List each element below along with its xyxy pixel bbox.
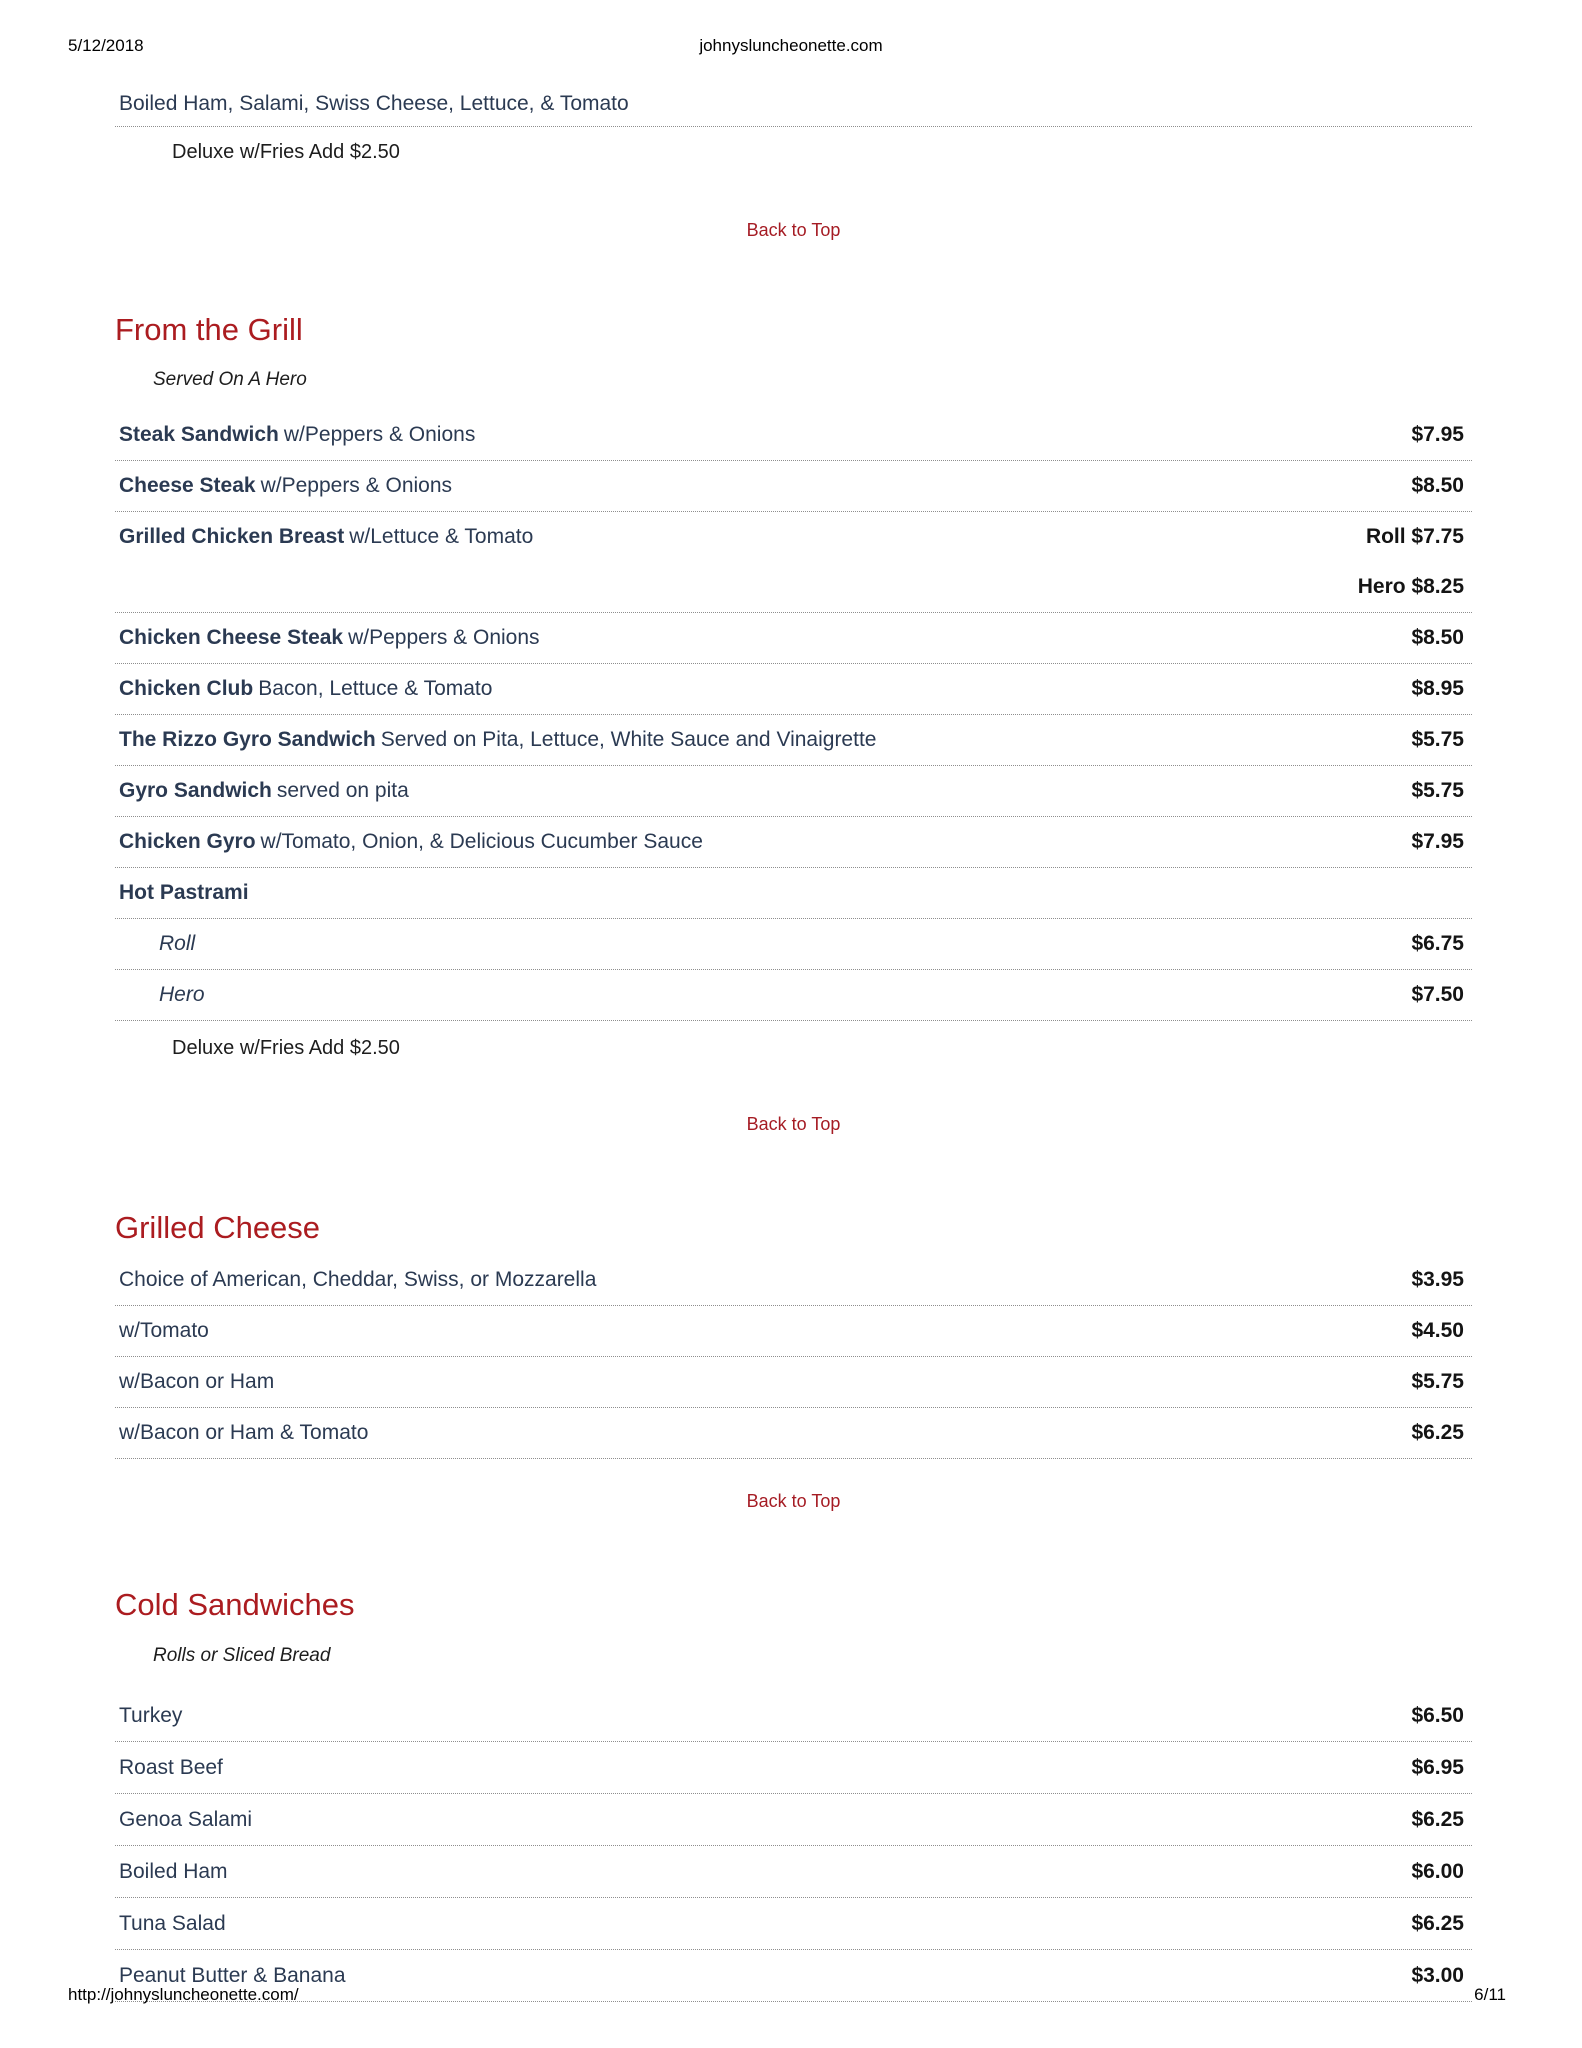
menu-item-price: $6.50 xyxy=(1411,1703,1464,1727)
menu-item-name: Genoa Salami xyxy=(119,1807,253,1831)
menu-item-name: w/Bacon or Ham & Tomato xyxy=(119,1421,369,1444)
menu-item-name: Chicken Club xyxy=(119,677,254,700)
menu-table-from-the-grill xyxy=(115,410,1472,1021)
menu-item-name: Hot Pastrami xyxy=(119,881,249,904)
menu-item-row xyxy=(115,1846,1472,1898)
menu-item-price: $7.95 xyxy=(1411,423,1464,446)
menu-item-name: w/Tomato xyxy=(119,1319,209,1342)
menu-item-price: $3.95 xyxy=(1411,1268,1464,1291)
menu-item-desc: Bacon, Lettuce & Tomato xyxy=(258,677,493,700)
menu-item-row xyxy=(115,664,1472,715)
menu-item-price: $6.25 xyxy=(1411,1807,1464,1831)
menu-item-row xyxy=(115,1794,1472,1846)
menu-item-desc: w/Lettuce & Tomato xyxy=(349,525,534,548)
menu-item-row xyxy=(115,1742,1472,1794)
menu-item-price: $5.75 xyxy=(1411,779,1464,802)
print-footer-page-number: 6/11 xyxy=(1474,1985,1506,2004)
print-header xyxy=(0,0,1582,56)
menu-item-name: Gyro Sandwich xyxy=(119,779,272,802)
menu-item-row xyxy=(115,817,1472,868)
menu-item-row xyxy=(115,92,1472,127)
menu-item-row xyxy=(115,1357,1472,1408)
menu-item-row xyxy=(115,410,1472,461)
menu-item-name: Chicken Gyro xyxy=(119,830,256,853)
menu-item-name: Boiled Ham xyxy=(119,1859,228,1883)
menu-item-price: $5.75 xyxy=(1411,1370,1464,1393)
section-subtitle: Served On A Hero xyxy=(153,369,307,390)
print-date: 5/12/2018 xyxy=(68,36,144,55)
menu-item-price: $7.50 xyxy=(1411,983,1464,1006)
menu-item-price: $8.95 xyxy=(1411,677,1464,700)
menu-item-row xyxy=(115,512,1472,613)
menu-item-price: $6.00 xyxy=(1411,1859,1464,1883)
section-title-from-the-grill: From the Grill xyxy=(115,312,303,347)
menu-item-desc: w/Peppers & Onions xyxy=(348,626,540,649)
menu-item-desc: w/Peppers & Onions xyxy=(260,474,453,497)
back-to-top-link[interactable]: Back to Top xyxy=(746,1491,841,1511)
menu-item-row xyxy=(115,715,1472,766)
menu-item-price: $6.75 xyxy=(1411,932,1464,955)
menu-item-row xyxy=(115,970,1472,1021)
section-subtitle: Rolls or Sliced Bread xyxy=(153,1645,331,1666)
menu-item-name: Peanut Butter & Banana xyxy=(119,1963,346,1987)
menu-item-name: Turkey xyxy=(119,1703,183,1727)
menu-item-row xyxy=(115,1255,1472,1306)
menu-note: Deluxe w/Fries Add $2.50 xyxy=(172,1037,400,1059)
menu-item-name: Grilled Chicken Breast xyxy=(119,525,345,548)
menu-item-name: Hero xyxy=(159,983,205,1006)
menu-item-desc: Served on Pita, Lettuce, White Sauce and Vinaigrette xyxy=(380,728,877,751)
menu-item-row xyxy=(115,613,1472,664)
menu-item-price: $6.25 xyxy=(1411,1911,1464,1935)
menu-item-price: $8.50 xyxy=(1411,626,1464,649)
menu-item-price-hero: Hero $8.25 xyxy=(1357,575,1464,598)
menu-item-price: $7.95 xyxy=(1411,830,1464,853)
menu-item-price: $3.00 xyxy=(1411,1963,1464,1987)
menu-item-name: Roll xyxy=(159,932,196,955)
section-title-cold-sandwiches: Cold Sandwiches xyxy=(115,1587,355,1622)
menu-item-name: Boiled Ham, Salami, Swiss Cheese, Lettuce, & Tomato xyxy=(119,92,629,115)
menu-item-name: Steak Sandwich xyxy=(119,423,279,446)
menu-item-row xyxy=(115,461,1472,512)
menu-item-name: Tuna Salad xyxy=(119,1911,226,1935)
section-title-grilled-cheese: Grilled Cheese xyxy=(115,1210,321,1245)
menu-item-price: $6.25 xyxy=(1411,1421,1464,1444)
print-footer-url: http://johnysluncheonette.com/ xyxy=(68,1985,299,2004)
back-to-top-link[interactable]: Back to Top xyxy=(746,1114,841,1134)
menu-item-row xyxy=(115,1898,1472,1950)
menu-item-name: The Rizzo Gyro Sandwich xyxy=(119,728,376,751)
menu-item-price: $8.50 xyxy=(1411,474,1464,497)
menu-item-name: Chicken Cheese Steak xyxy=(119,626,344,649)
menu-table-grilled-cheese xyxy=(115,1255,1472,1459)
menu-item-price: $5.75 xyxy=(1411,728,1464,751)
menu-item-name: Cheese Steak xyxy=(119,474,256,497)
menu-item-desc: served on pita xyxy=(276,779,409,802)
menu-table-cold-sandwiches xyxy=(115,1690,1472,2002)
print-footer xyxy=(68,1985,1506,2005)
menu-item-price: $6.95 xyxy=(1411,1755,1464,1779)
menu-item-desc: w/Peppers & Onions xyxy=(283,423,476,446)
menu-item-row xyxy=(115,919,1472,970)
back-to-top-link[interactable]: Back to Top xyxy=(746,220,841,240)
menu-item-name: w/Bacon or Ham xyxy=(119,1370,275,1393)
menu-note: Deluxe w/Fries Add $2.50 xyxy=(172,141,400,163)
menu-item-row xyxy=(115,868,1472,919)
menu-item-desc: w/Tomato, Onion, & Delicious Cucumber Sauce xyxy=(260,830,703,853)
menu-item-row xyxy=(115,1306,1472,1357)
menu-item-row xyxy=(115,1408,1472,1459)
menu-item-row xyxy=(115,766,1472,817)
print-site-title: johnysluncheonette.com xyxy=(699,36,883,55)
menu-page xyxy=(0,92,1582,2002)
menu-item-name: Choice of American, Cheddar, Swiss, or Mozzarella xyxy=(119,1268,597,1291)
menu-item-row xyxy=(115,1690,1472,1742)
menu-item-price: $4.50 xyxy=(1411,1319,1464,1342)
menu-item-name: Roast Beef xyxy=(119,1755,223,1779)
menu-item-price-roll: Roll $7.75 xyxy=(1365,525,1464,548)
